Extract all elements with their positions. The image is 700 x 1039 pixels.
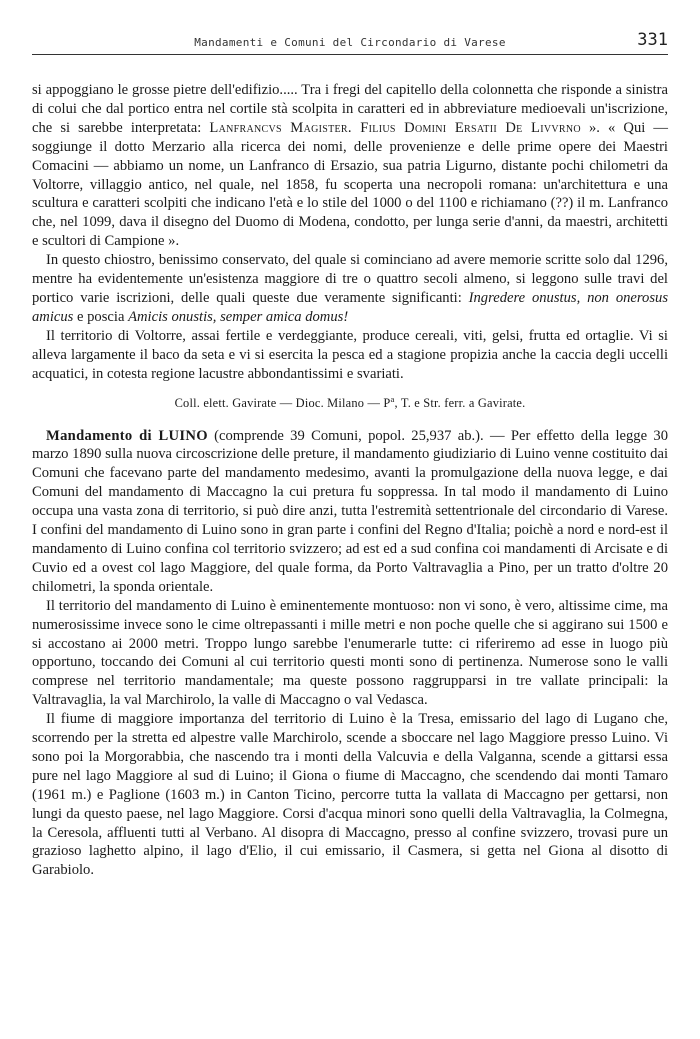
paragraph-1-text-b: ». « Qui — soggiunge il dotto Merzario alla ricerca dei nomi, delle provenienze e delle prime opere dei Maestri Comacini — abbiamo un nome, un Lanfranco di Ersazio, sua patria Ligurno, distante pochi chilometri da Voltorre, villaggio antico, nel quale, nel 1858, fu scoperta una necropoli romana: un'architettura e una scultura e caratteri scolpiti che indicano l'età e lo stile del 1000 o del 1100 e richiamano (??) il m. Lanfranco che, nel 1099, dava il disegno del Duomo di Modena, condotto, per lunga serie d'anni, da maestri, architetti e scultori di Campione ». — [32, 119, 668, 250]
paragraph-4-text: (comprende 39 Comuni, popol. 25,937 ab.). — Per effetto della legge 30 marzo 1890 sulla nuova circoscrizione delle preture, il mandamento giudiziario di Luino venne costituito dai Comuni che facevano parte del mandamento medesimo, avanti la promulgazione della nuova legge, e dai Comuni del mandamento di Maccagno la cui pretura fu soppressa. In tal modo il mandamento di Luino occupa una vasta zona di territorio, si può dire anzi, tutta l'estremità settentrionale del circondario di Varese. I confini del mandamento di Luino sono in gran parte i confini del Regno d'Italia; poichè a nord e nord-est il mandamento di Luino confina col territorio svizzero; ad est ed a sud confina coi mandamenti di Arcisate e di Cuvio ed a ovest col lago Maggiore, del quale forma, da Porto Valtravaglia a Pino, per un tratto d'oltre 20 chilometri, la sponda orientale. — [32, 427, 668, 595]
bibliographic-note — [32, 390, 668, 413]
inscription-text: Lanfrancvs Magister. Filius Domini Ersatii De Livvrno — [209, 119, 581, 136]
page-header — [32, 30, 668, 55]
inscription-2: Amicis onustis, semper amica domus! — [128, 308, 349, 325]
paragraph-3: Il territorio di Voltorre, assai fertile e verdeggiante, produce cereali, viti, gelsi, frutta ed ortaglie. Vi si alleva largamente il baco da seta e vi si esercita la pesca ed a stagione propizia anche la caccia degli uccelli acquatici, in cotesta regione lacustre abbondantissimi e svariati. — [32, 327, 668, 382]
biblio-text-b: , T. e Str. ferr. a Gavirate. — [394, 395, 526, 410]
paragraph-6: Il fiume di maggiore importanza del territorio di Luino è la Tresa, emissario del lago di Lugano che, scorrendo per la stretta ed alpestre valle Marchirolo, scende a sboccare nel lago Maggiore presso Luino. Vi sono poi la Morgorabbia, che nascendo tra i monti della Valcuvia e della Valganna, scende a gittarsi essa pure nel lago Maggiore al sud di Luino; il Giona o fiume di Maccagno, che scendendo dai monti Tamaro (1961 m.) e Paglione (1603 m.) in Canton Ticino, percorre tutta la vallata di Maccagno per gettarsi, non lungi da questo paese, nel lago Maggiore. Corsi d'acqua minori sono quelli della Valtravaglia, la Colmegna, la Ceresola, affluenti tutti al Verbano. Al disopra di Maccagno, presso al confine svizzero, trovasi pure un grazioso laghetto alpino, il lago d'Elio, il cui emissario, il Casmera, si getta nel Giona al disotto di Garabiolo. — [32, 711, 668, 879]
page-number: 331 — [637, 30, 668, 50]
inscription-1: Ingredere onustus, non onerosus amicus — [32, 289, 668, 325]
running-head: Mandamenti e Comuni del Circondario di Varese — [194, 36, 506, 49]
paragraph-2-text-b: e poscia — [73, 308, 129, 325]
paragraph-1 — [32, 81, 668, 251]
biblio-superscript: a — [390, 393, 395, 404]
paragraph-1-text-a: si appoggiano le grosse pietre dell'edifizio..... Tra i fregi del capitello della colonnetta che risponde a sinistra di colui che dal portico entra nel cortile stà scolpita in caratteri ed in abbreviature medioevali un'iscrizione, che si sarebbe interpretata: — [32, 82, 668, 136]
paragraph-2 — [32, 251, 668, 327]
paragraph-4 — [32, 427, 668, 597]
paragraph-2-text-a: In questo chiostro, benissimo conservato, del quale si cominciano ad avere memorie scritte solo dal 1296, mentre ha evidentemente un'esistenza maggiore di tre o quattro secoli almeno, si leggono sulle travi del portico varie iscrizioni, delle quali queste due veramente significanti: — [32, 252, 668, 306]
paragraph-5: Il territorio del mandamento di Luino è eminentemente montuoso: non vi sono, è vero, altissime cime, ma numerosissime invece sono le cime oltrepassanti i mille metri e non poche quelle che si aggirano sui 1500 e si accostano ai 2000 metri. Troppo lungo sarebbe l'enumerarle tutte: ci riferiremo ad esse in luogo più opportuno, toccando dei Comuni al cui territorio questi monti sono di pertinenza. Numerose sono le valli comprese nel territorio mandamentale; ma queste possono raggrupparsi in tre vallate principali: la Valtravaglia, la val Marchirolo, la valle di Maccagno o val Vedasca. — [32, 597, 668, 709]
section-title: Mandamento di LUINO — [46, 427, 208, 444]
biblio-text-a: Coll. elett. Gavirate — Dioc. Milano — P — [174, 395, 391, 410]
